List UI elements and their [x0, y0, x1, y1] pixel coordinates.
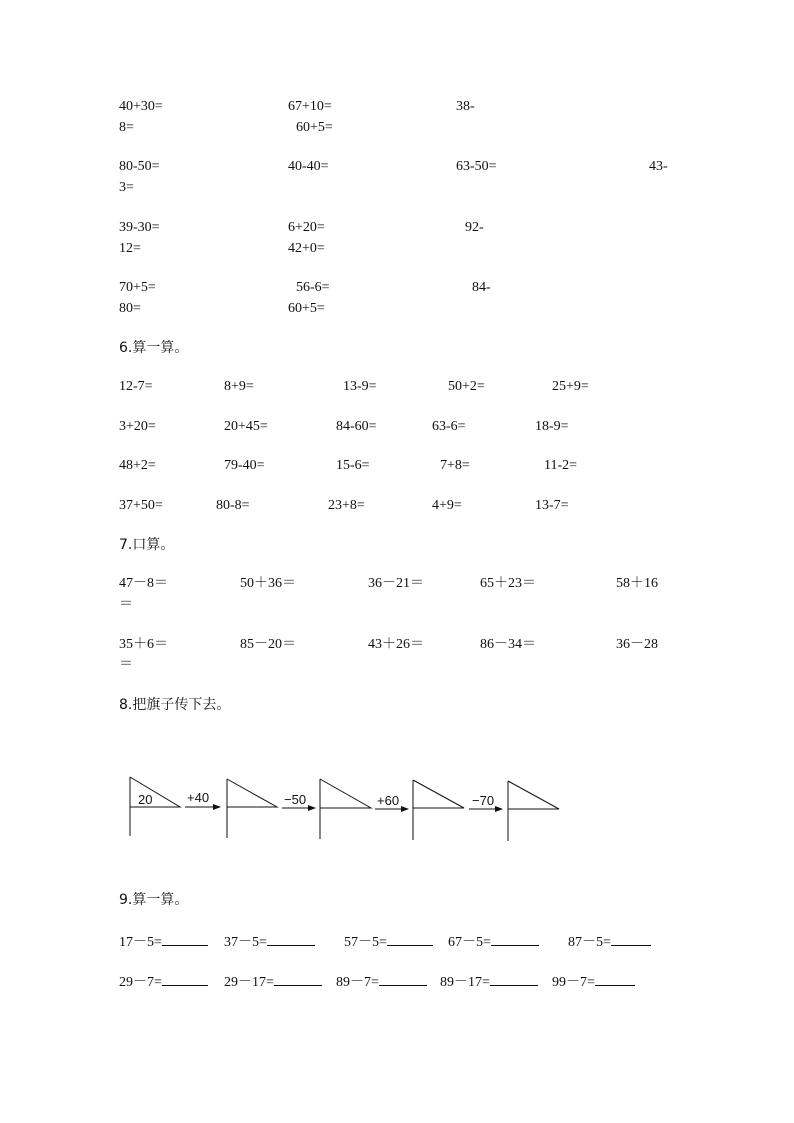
problem: 43＋26＝	[368, 637, 424, 652]
problem: 42+0=	[288, 241, 325, 256]
problem: 63-6=	[432, 419, 466, 434]
section-heading: 7.口算。	[119, 537, 175, 553]
problem: 63-50=	[456, 159, 497, 174]
problem-text: 99－7=	[552, 975, 595, 990]
problem: 80-8=	[216, 498, 250, 513]
problem: 80-50=	[119, 159, 160, 174]
problem-text: 89－7=	[336, 975, 379, 990]
flag	[320, 779, 371, 839]
problem: 38-	[456, 99, 475, 114]
flag-start-value: 20	[138, 792, 153, 807]
problem: 65＋23＝	[480, 576, 536, 591]
fill-in-problem	[119, 931, 208, 952]
problem: 20+45=	[224, 419, 268, 434]
answer-blank[interactable]	[490, 971, 538, 986]
problem: 56-6=	[296, 280, 330, 295]
problem: 3+20=	[119, 419, 156, 434]
answer-blank[interactable]	[162, 931, 208, 946]
problem: 80=	[119, 301, 141, 316]
answer-blank[interactable]	[491, 931, 539, 946]
problem: 8=	[119, 120, 134, 135]
problem: 79-40=	[224, 458, 265, 473]
fill-in-problem	[224, 971, 322, 992]
flag	[227, 779, 277, 838]
problem: 39-30=	[119, 220, 160, 235]
operation-label: −70	[472, 793, 495, 808]
problem: 84-60=	[336, 419, 377, 434]
fill-in-problem	[344, 931, 433, 952]
problem-text: 29－7=	[119, 975, 162, 990]
section-heading: 8.把旗子传下去。	[119, 697, 231, 713]
problem: 23+8=	[328, 498, 365, 513]
problem: 40-40=	[288, 159, 329, 174]
answer-blank[interactable]	[162, 971, 208, 986]
problem: 43-	[649, 159, 668, 174]
problem-text: 87－5=	[568, 935, 611, 950]
problem: 86－34＝	[480, 637, 536, 652]
problem-text: 37－5=	[224, 935, 267, 950]
problem: 3=	[119, 180, 134, 195]
problem-text: 57－5=	[344, 935, 387, 950]
fill-in-problem	[568, 931, 651, 952]
problem: 36－21＝	[368, 576, 424, 591]
fill-in-problem	[448, 931, 539, 952]
problem-text: 17－5=	[119, 935, 162, 950]
problem: 12=	[119, 241, 141, 256]
flag	[508, 781, 559, 841]
fill-in-problem	[336, 971, 427, 992]
problem: 37+50=	[119, 498, 163, 513]
problem: 60+5=	[296, 120, 333, 135]
problem: 4+9=	[432, 498, 462, 513]
problem: 36－28	[616, 637, 658, 652]
problem-text: 67－5=	[448, 935, 491, 950]
problem: 11-2=	[544, 458, 578, 473]
problem: ＝	[119, 657, 133, 672]
operation-label: +60	[377, 793, 400, 808]
problem: 50+2=	[448, 379, 485, 394]
fill-in-problem	[440, 971, 538, 992]
problem: 7+8=	[440, 458, 470, 473]
problem: 35＋6＝	[119, 637, 168, 652]
problem: 85－20＝	[240, 637, 296, 652]
operation-label: +40	[187, 790, 210, 805]
problem: 13-9=	[343, 379, 377, 394]
problem-text: 89－17=	[440, 975, 490, 990]
problem: 6+20=	[288, 220, 325, 235]
answer-blank[interactable]	[267, 931, 315, 946]
fill-in-problem	[119, 971, 208, 992]
problem: ＝	[119, 597, 133, 612]
answer-blank[interactable]	[611, 931, 651, 946]
fill-in-problem	[552, 971, 635, 992]
problem: 15-6=	[336, 458, 370, 473]
problem-text: 29－17=	[224, 975, 274, 990]
answer-blank[interactable]	[274, 971, 322, 986]
flag	[413, 780, 464, 840]
problem: 84-	[472, 280, 491, 295]
answer-blank[interactable]	[387, 931, 433, 946]
fill-in-problem	[224, 931, 315, 952]
section-heading: 6.算一算。	[119, 340, 189, 356]
problem: 60+5=	[288, 301, 325, 316]
problem: 13-7=	[535, 498, 569, 513]
answer-blank[interactable]	[379, 971, 427, 986]
problem: 70+5=	[119, 280, 156, 295]
problem: 12-7=	[119, 379, 153, 394]
operation-label: −50	[284, 792, 307, 807]
section-heading: 9.算一算。	[119, 892, 189, 908]
problem: 8+9=	[224, 379, 254, 394]
problem: 18-9=	[535, 419, 569, 434]
problem: 50＋36＝	[240, 576, 296, 591]
problem: 58＋16	[616, 576, 658, 591]
problem: 47－8＝	[119, 576, 168, 591]
problem: 92-	[465, 220, 484, 235]
problem: 48+2=	[119, 458, 156, 473]
problem: 67+10=	[288, 99, 332, 114]
problem: 25+9=	[552, 379, 589, 394]
problem: 40+30=	[119, 99, 163, 114]
answer-blank[interactable]	[595, 971, 635, 986]
